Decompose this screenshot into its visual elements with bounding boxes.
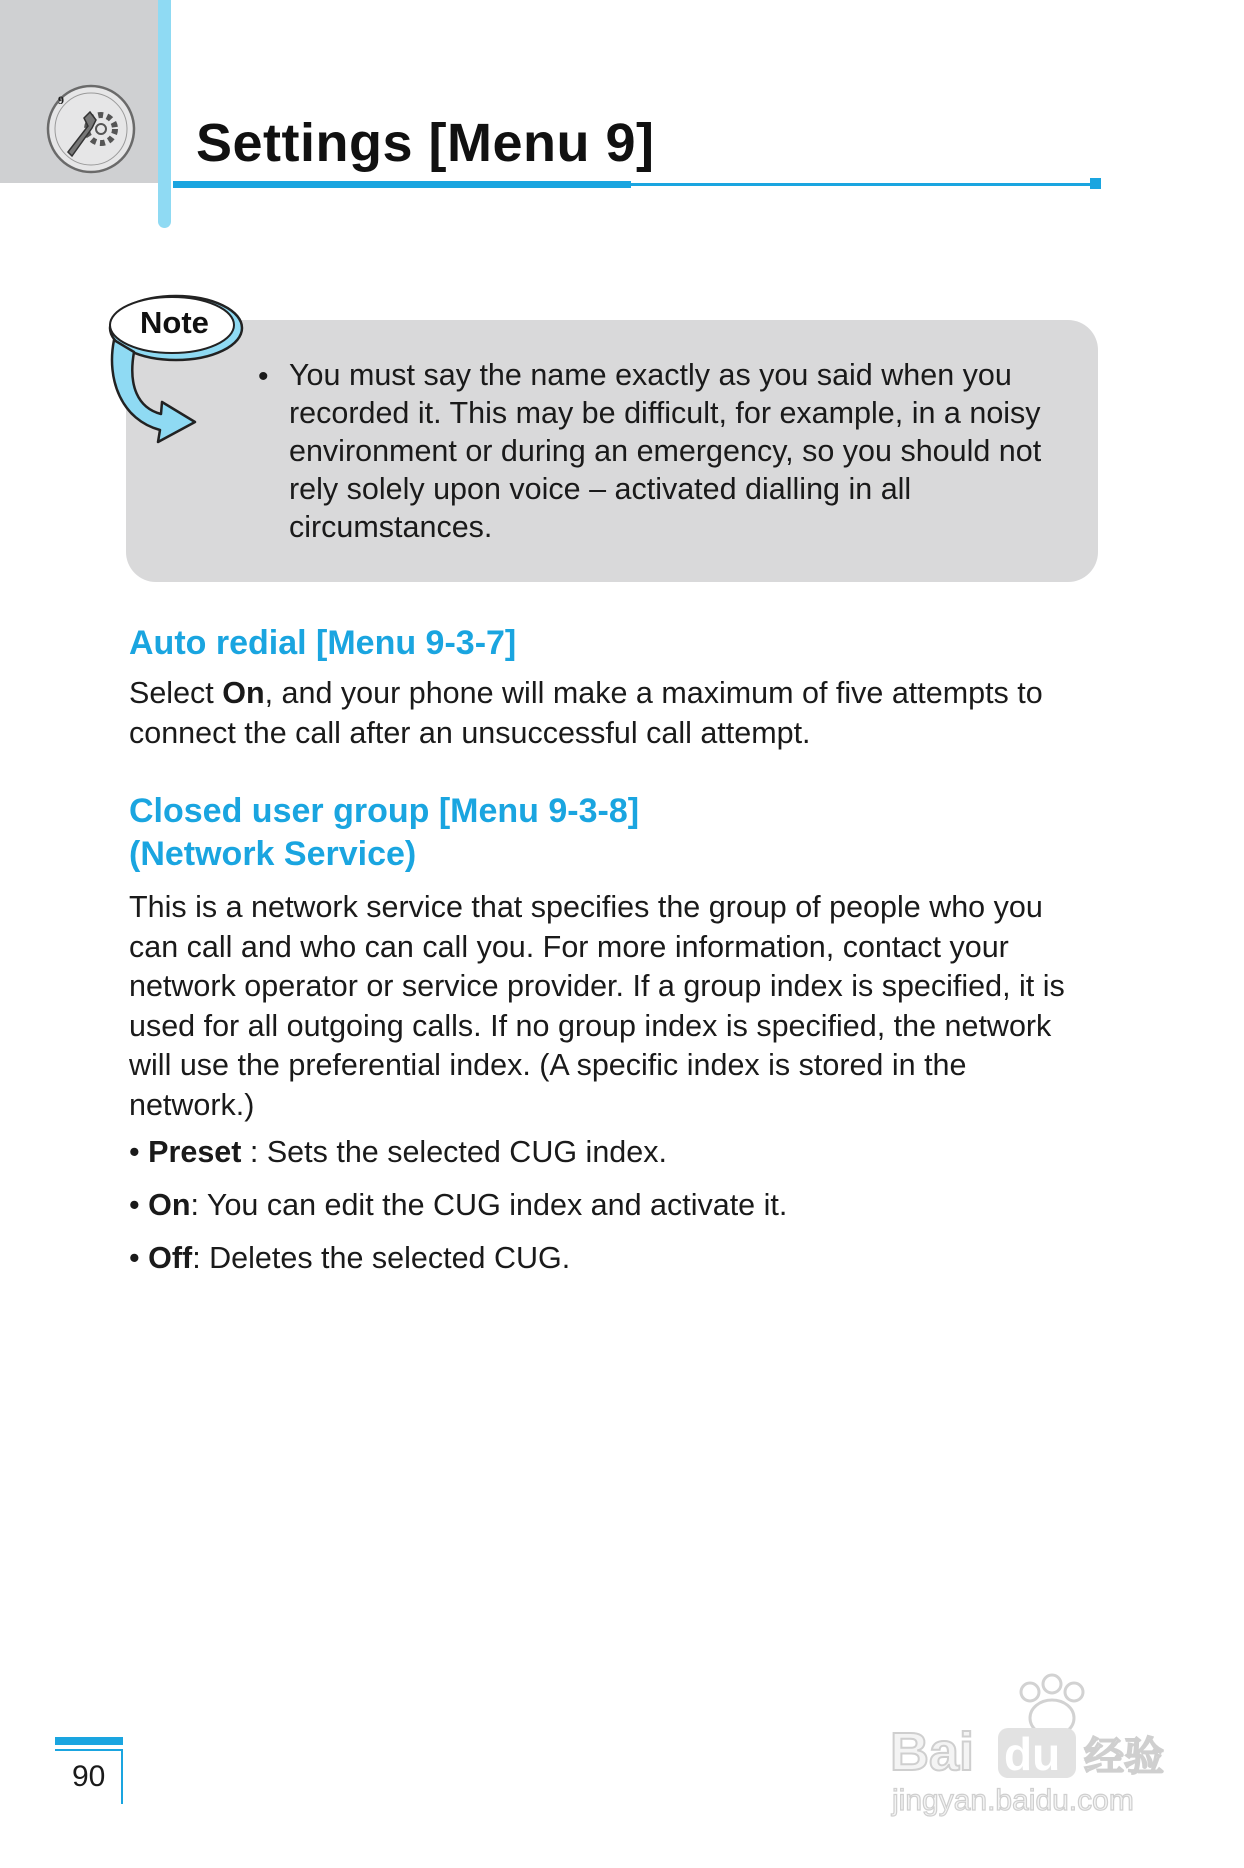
cug-option-preset: • Preset : Sets the selected CUG index. <box>129 1135 667 1169</box>
page-number-divider <box>121 1751 123 1804</box>
auto-redial-body: Select On, and your phone will make a maximum of five attempts to connect the call after an unsuccessful call attempt. <box>129 676 1043 750</box>
page-number-rule-thin <box>55 1749 123 1751</box>
title-underline <box>173 181 631 188</box>
svg-text:Bai: Bai <box>890 1722 975 1782</box>
note-label: Note <box>140 305 209 340</box>
closed-user-group-body: This is a network service that specifies the group of people who you can call and who can call you. For more information, contact your network operator or service provider. If a group index is specified, it is used for all outgoing calls. If no group index is specified, the network will use the preferential index. (A specific index is stored in the network.) <box>129 890 1065 1122</box>
page-number-rule <box>55 1737 123 1745</box>
page-number: 90 <box>72 1760 106 1793</box>
cug-option-off: • Off: Deletes the selected CUG. <box>129 1241 571 1275</box>
page-title: Settings [Menu 9] <box>196 113 655 173</box>
note-text: You must say the name exactly as you said when you recorded it. This may be difficult, for example, in a noisy environment or during an emergency, so you should not rely solely upon voice – activated dialling in all circumstances. <box>289 358 1042 544</box>
header-accent-bar <box>158 0 171 228</box>
auto-redial-heading: Auto redial [Menu 9-3-7] <box>129 624 517 662</box>
note-bullet: • <box>258 360 269 393</box>
svg-text:du: du <box>1004 1728 1061 1780</box>
cug-option-on: • On: You can edit the CUG index and activate it. <box>129 1188 788 1222</box>
auto-redial-on-term: On <box>222 676 265 710</box>
icon-badge: 9 <box>58 93 64 107</box>
title-rule <box>631 183 1096 186</box>
closed-user-group-subheading: (Network Service) <box>129 835 417 873</box>
baidu-watermark-logo <box>880 1670 1180 1820</box>
closed-user-group-heading: Closed user group [Menu 9-3-8] <box>129 792 640 830</box>
settings-wrench-gear-icon <box>44 82 138 176</box>
svg-text:经验: 经验 <box>1084 1734 1164 1780</box>
title-rule-end-square <box>1090 178 1101 189</box>
svg-text:jingyan.baidu.com: jingyan.baidu.com <box>892 1784 1134 1817</box>
